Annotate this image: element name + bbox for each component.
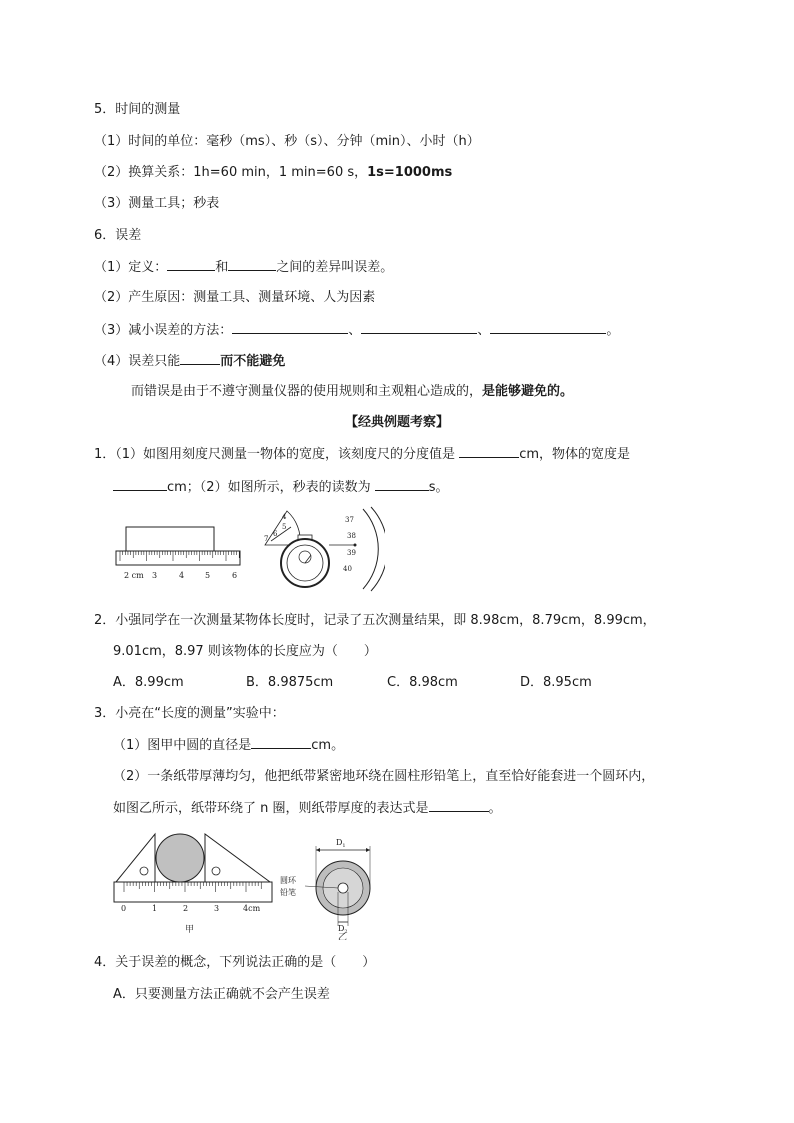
q3-figure-yi bbox=[280, 832, 380, 940]
measured-block bbox=[126, 527, 214, 551]
examples-heading: 【经典例题考察】 bbox=[344, 415, 449, 430]
inner-label-6: 6 bbox=[273, 530, 278, 538]
q1-ruler-figure bbox=[110, 515, 250, 587]
q3-text-3: 如图乙所示，纸带环绕了 n 圈，则纸带厚度的表达式是 bbox=[113, 801, 429, 816]
inner-label-4: 4 bbox=[282, 513, 287, 521]
q1-line1 bbox=[94, 445, 630, 464]
def-text-2: 和 bbox=[215, 260, 229, 275]
reduce-sep-2: 、 bbox=[477, 323, 491, 338]
sec6-reduce bbox=[94, 321, 619, 340]
sec5-line2-text: （2）换算关系：1h=60 min，1 min=60 s， bbox=[94, 165, 368, 180]
q1-line2 bbox=[113, 478, 449, 497]
left-triangle bbox=[116, 834, 155, 882]
label-yi: 乙 bbox=[338, 933, 348, 940]
q4-line1: 4．关于误差的概念，下列说法正确的是（ ） bbox=[94, 955, 376, 970]
outer-label-38: 38 bbox=[347, 532, 356, 540]
pencil bbox=[338, 883, 348, 893]
q3-text-4: 。 bbox=[488, 801, 502, 816]
label-pencil: 铅笔 bbox=[280, 888, 296, 897]
ruler-jia-label-3: 3 bbox=[214, 904, 220, 913]
ruler-jia-label-1: 1 bbox=[152, 904, 158, 913]
sec6-title: 6．误差 bbox=[94, 228, 142, 243]
ruler-jia-ticks bbox=[124, 882, 261, 892]
sec5-title: 5．时间的测量 bbox=[94, 102, 181, 117]
q2-option-b[interactable]: B．8.9875cm bbox=[246, 675, 334, 690]
outer-label-39: 39 bbox=[347, 549, 356, 557]
def-text-3: 之间的差异叫误差。 bbox=[276, 260, 394, 275]
d1-arrow-left bbox=[316, 848, 320, 852]
def-text-1: （1）定义： bbox=[94, 260, 168, 275]
only-text: （4）误差只能 bbox=[94, 354, 181, 369]
ruler-jia-label-4: 4cm bbox=[243, 904, 261, 913]
reduce-sep-1: 、 bbox=[348, 323, 362, 338]
q3-line1: 3．小亮在“长度的测量”实验中： bbox=[94, 706, 285, 721]
outer-label-40: 40 bbox=[343, 565, 352, 573]
outer-label-37: 37 bbox=[345, 516, 354, 524]
ruler-jia-label-0: 0 bbox=[121, 904, 127, 913]
q1-blank-3 bbox=[375, 478, 429, 491]
label-ring: 圆环 bbox=[280, 876, 296, 885]
label-d2: $D_2$ bbox=[338, 924, 348, 935]
q3-line2 bbox=[113, 736, 344, 755]
ruler-jia-label-2: 2 bbox=[183, 904, 189, 913]
sec5-line3: （3）测量工具；秒表 bbox=[94, 196, 220, 211]
ruler-label-5: 5 bbox=[205, 571, 211, 580]
q4-option-a[interactable]: A．只要测量方法正确就不会产生误差 bbox=[113, 987, 330, 1002]
sec5-line2 bbox=[94, 164, 452, 182]
q1-stopwatch-figure bbox=[255, 505, 385, 597]
reduce-blank-2 bbox=[361, 321, 477, 334]
q1-text-4: s。 bbox=[428, 480, 449, 495]
reduce-text: （3）减小误差的方法： bbox=[94, 323, 233, 338]
q3-figure-jia bbox=[110, 830, 285, 938]
ruler-jia-body bbox=[114, 882, 272, 902]
q3-blank-1 bbox=[251, 736, 311, 749]
q2-line1: 2．小强同学在一次测量某物体长度时，记录了五次测量结果，即 8.98cm，8.79cm，8.99cm， bbox=[94, 613, 656, 628]
sec6-definition bbox=[94, 258, 393, 277]
mistake-text: 而错误是由于不遵守测量仪器的使用规则和主观粗心造成的， bbox=[131, 384, 483, 399]
outer-scale-arc bbox=[363, 509, 378, 589]
q3-text-2: cm。 bbox=[311, 738, 345, 753]
q3-line3: （2）一条纸带厚薄均匀，他把纸带紧密地环绕在圆柱形铅笔上，直至恰好能套进一个圆环内， bbox=[113, 769, 655, 784]
sec5-line2-bold: 1s=1000ms bbox=[367, 165, 453, 180]
q2-line2: 9.01cm，8.97 则该物体的长度应为（ ） bbox=[113, 644, 377, 659]
q1-blank-2 bbox=[113, 478, 167, 491]
label-jia: 甲 bbox=[185, 925, 195, 935]
ruler-label-3: 3 bbox=[152, 571, 158, 580]
mistake-bold: 是能够避免的。 bbox=[482, 384, 574, 399]
q2-option-d[interactable]: D．8.95cm bbox=[520, 675, 592, 690]
ruler-label-4: 4 bbox=[179, 571, 185, 580]
left-triangle-hole bbox=[140, 867, 148, 875]
sec6-only bbox=[94, 352, 285, 371]
sec5-line1: （1）时间的单位：毫秒（ms）、秒（s）、分钟（min）、小时（h） bbox=[94, 134, 480, 149]
q3-text-1: （1）图甲中圆的直径是 bbox=[113, 738, 252, 753]
reduce-blank-1 bbox=[232, 321, 348, 334]
q1-text-2: cm，物体的宽度是 bbox=[519, 447, 630, 462]
label-d1: $D_1$ bbox=[336, 838, 346, 849]
q1-text-3: cm；（2）如图所示，秒表的读数为 bbox=[167, 480, 375, 495]
d1-arrow-right bbox=[366, 848, 370, 852]
def-blank-1 bbox=[167, 258, 215, 271]
q2-option-c[interactable]: C．8.98cm bbox=[387, 675, 458, 690]
inner-label-5: 5 bbox=[282, 523, 287, 531]
only-bold: 而不能避免 bbox=[220, 354, 286, 369]
q3-blank-2 bbox=[429, 799, 489, 812]
reduce-blank-3 bbox=[490, 321, 606, 334]
only-blank bbox=[180, 352, 220, 365]
inner-label-7: 7 bbox=[264, 535, 269, 543]
sec6-mistake bbox=[131, 383, 573, 401]
measured-circle bbox=[156, 834, 204, 882]
sec6-cause: （2）产生原因：测量工具、测量环境、人为因素 bbox=[94, 290, 376, 305]
ruler-label-2: 2 cm bbox=[124, 571, 144, 580]
reduce-end: 。 bbox=[606, 323, 620, 338]
ruler-label-6: 6 bbox=[232, 571, 238, 580]
q1-text-1: 1．（1）如图用刻度尺测量一物体的宽度，该刻度尺的分度值是 bbox=[94, 447, 460, 462]
q3-line4 bbox=[113, 799, 502, 818]
q1-blank-1 bbox=[459, 445, 519, 458]
q2-option-a[interactable]: A．8.99cm bbox=[113, 675, 184, 690]
right-triangle-hole bbox=[212, 867, 220, 875]
ruler-ticks bbox=[120, 551, 239, 561]
def-blank-2 bbox=[228, 258, 276, 271]
zoom-dot bbox=[354, 544, 357, 547]
